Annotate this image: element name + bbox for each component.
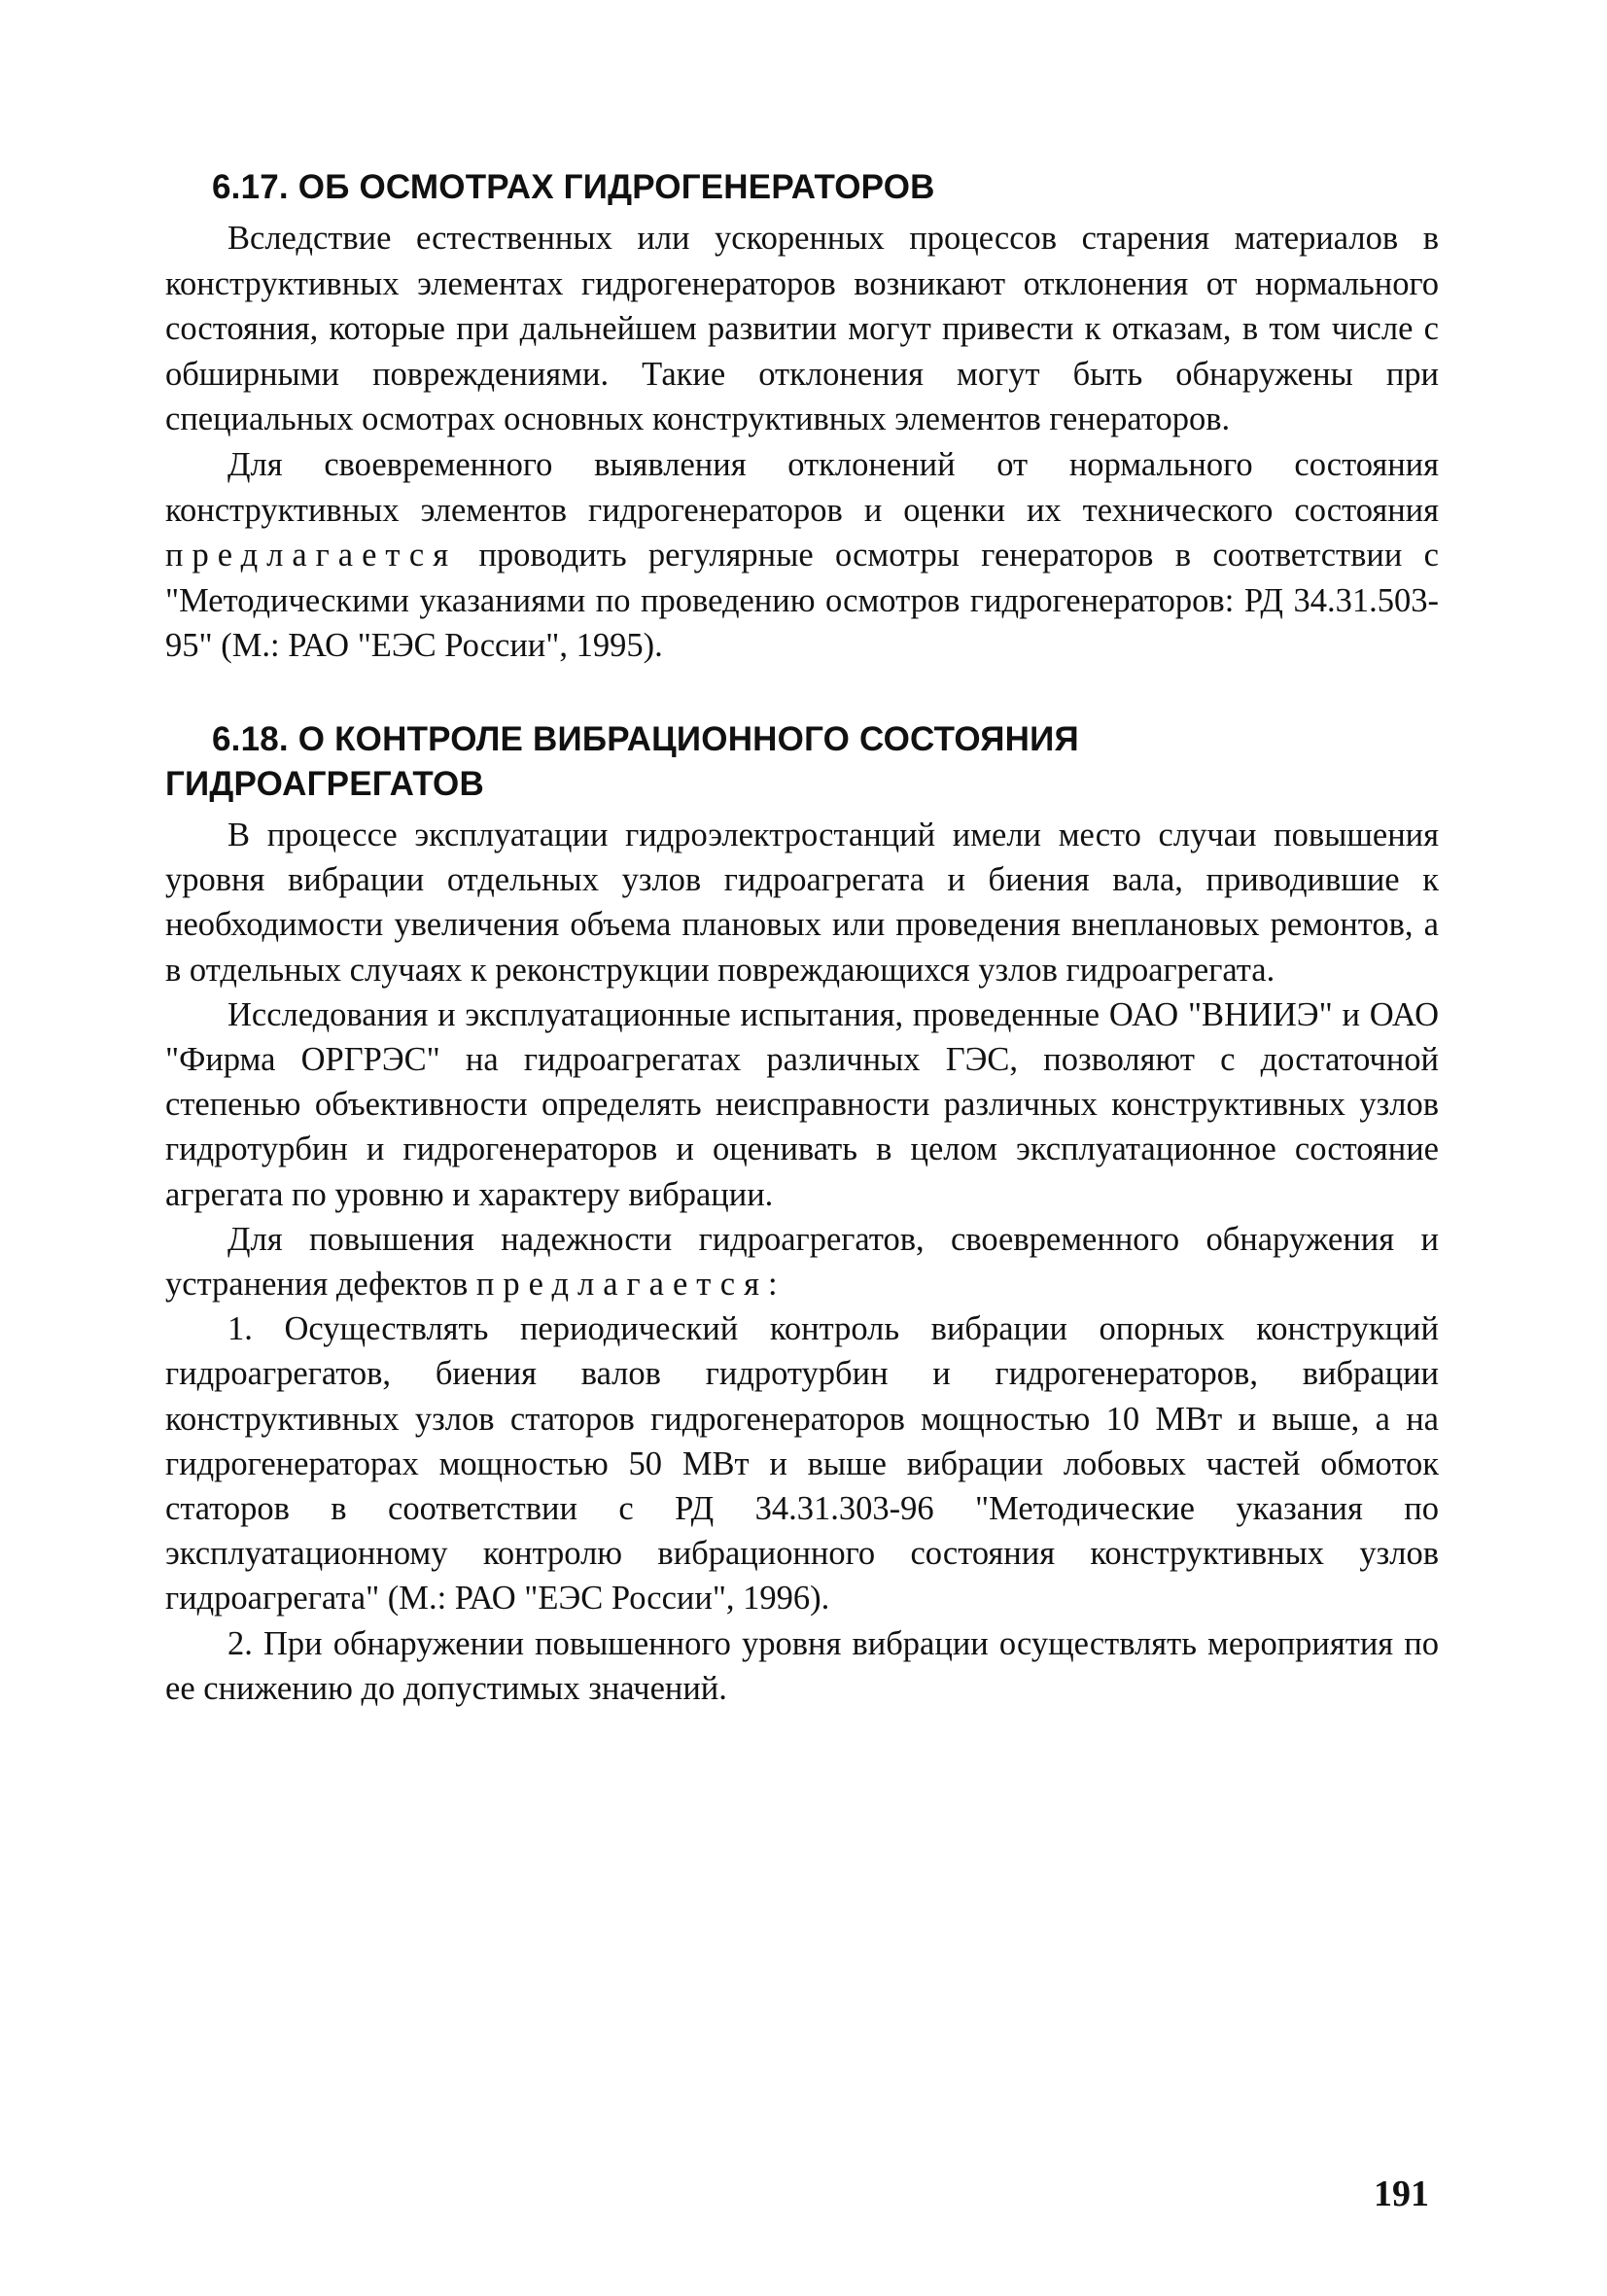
paragraph-text: проводить регулярные осмотры генераторов в соответствии с "Методическими указаниями по проведению осмотров гидрогенераторов: РД 34.31.503-95" (М.: РАО "ЕЭС России", 1995). (165, 537, 1439, 665)
list-item-text: 2. При обнаружении повышенного уровня вибрации осуществлять мероприятия по ее снижению до допустимых значений. (165, 1624, 1439, 1707)
paragraph (165, 1217, 1439, 1306)
page-number: 191 (1374, 2174, 1429, 2214)
paragraph (165, 216, 1439, 442)
paragraph-text: Для повышения надежности гидроагрегатов, своевременного обнаружения и устранения дефектов (165, 1220, 1439, 1303)
spaced-emphasis: предлагается: (475, 1265, 786, 1303)
list-item (165, 1306, 1439, 1620)
spaced-emphasis: предлагается (165, 537, 458, 574)
paragraph (165, 992, 1439, 1217)
paragraph-text: В процессе эксплуатации гидроэлектростанций имели место случаи повышения уровня вибрации отдельных узлов гидроагрегата и биения вала, приводившие к необходимости увеличения объема плановых или проведения внеплановых ремонтов, а в отдельных случаях к реконструкции повреждающихся узлов гидроагрегата. (165, 816, 1439, 989)
heading-line-2: ГИДРОАГРЕГАТОВ (165, 764, 484, 803)
paragraph (165, 813, 1439, 992)
list-item-text: 1. Осуществлять периодический контроль вибрации опорных конструкций гидроагрегатов, биения валов гидротурбин и гидрогенераторов, вибрации конструктивных узлов статоров гидрогенераторов мощностью 10 МВт и выше, а на гидрогенераторах мощностью 50 МВт и выше вибрации лобовых частей обмоток статоров в соответствии с РД 34.31.303-96 "Методические указания по эксплуатационному контролю вибрационного состояния конструктивных узлов гидроагрегата" (М.: РАО "ЕЭС России", 1996). (165, 1310, 1439, 1618)
paragraph (165, 442, 1439, 669)
section-heading-6-18 (165, 717, 1439, 807)
paragraph-text: Для своевременного выявления отклонений от нормального состояния конструктивных элементов гидрогенераторов и оценки их технического состояния (165, 445, 1439, 529)
list-item (165, 1621, 1439, 1711)
section-heading-6-17: 6.17. ОБ ОСМОТРАХ ГИДРОГЕНЕРАТОРОВ (212, 168, 935, 206)
paragraph-text: Вследствие естественных или ускоренных процессов старения материалов в конструктивных элементах гидрогенераторов возникают отклонения от нормального состояния, которые при дальнейшем развитии могут привести к отказам, в том числе с обширными повреждениями. Такие отклонения могут быть обнаружены при специальных осмотрах основных конструктивных элементов генераторов. (165, 220, 1439, 438)
document-page (165, 165, 1439, 2216)
paragraph-text: Исследования и эксплуатационные испытания, проведенные ОАО "ВНИИЭ" и ОАО "Фирма ОРГРЭС" на гидроагрегатах различных ГЭС, позволяют с достаточной степенью объективности определять неисправности различных конструктивных узлов гидротурбин и гидрогенераторов и оценивать в целом эксплуатационное состояние агрегата по уровню и характеру вибрации. (165, 995, 1439, 1213)
heading-line-1: 6.18. О КОНТРОЛЕ ВИБРАЦИОННОГО СОСТОЯНИЯ (212, 719, 1079, 758)
